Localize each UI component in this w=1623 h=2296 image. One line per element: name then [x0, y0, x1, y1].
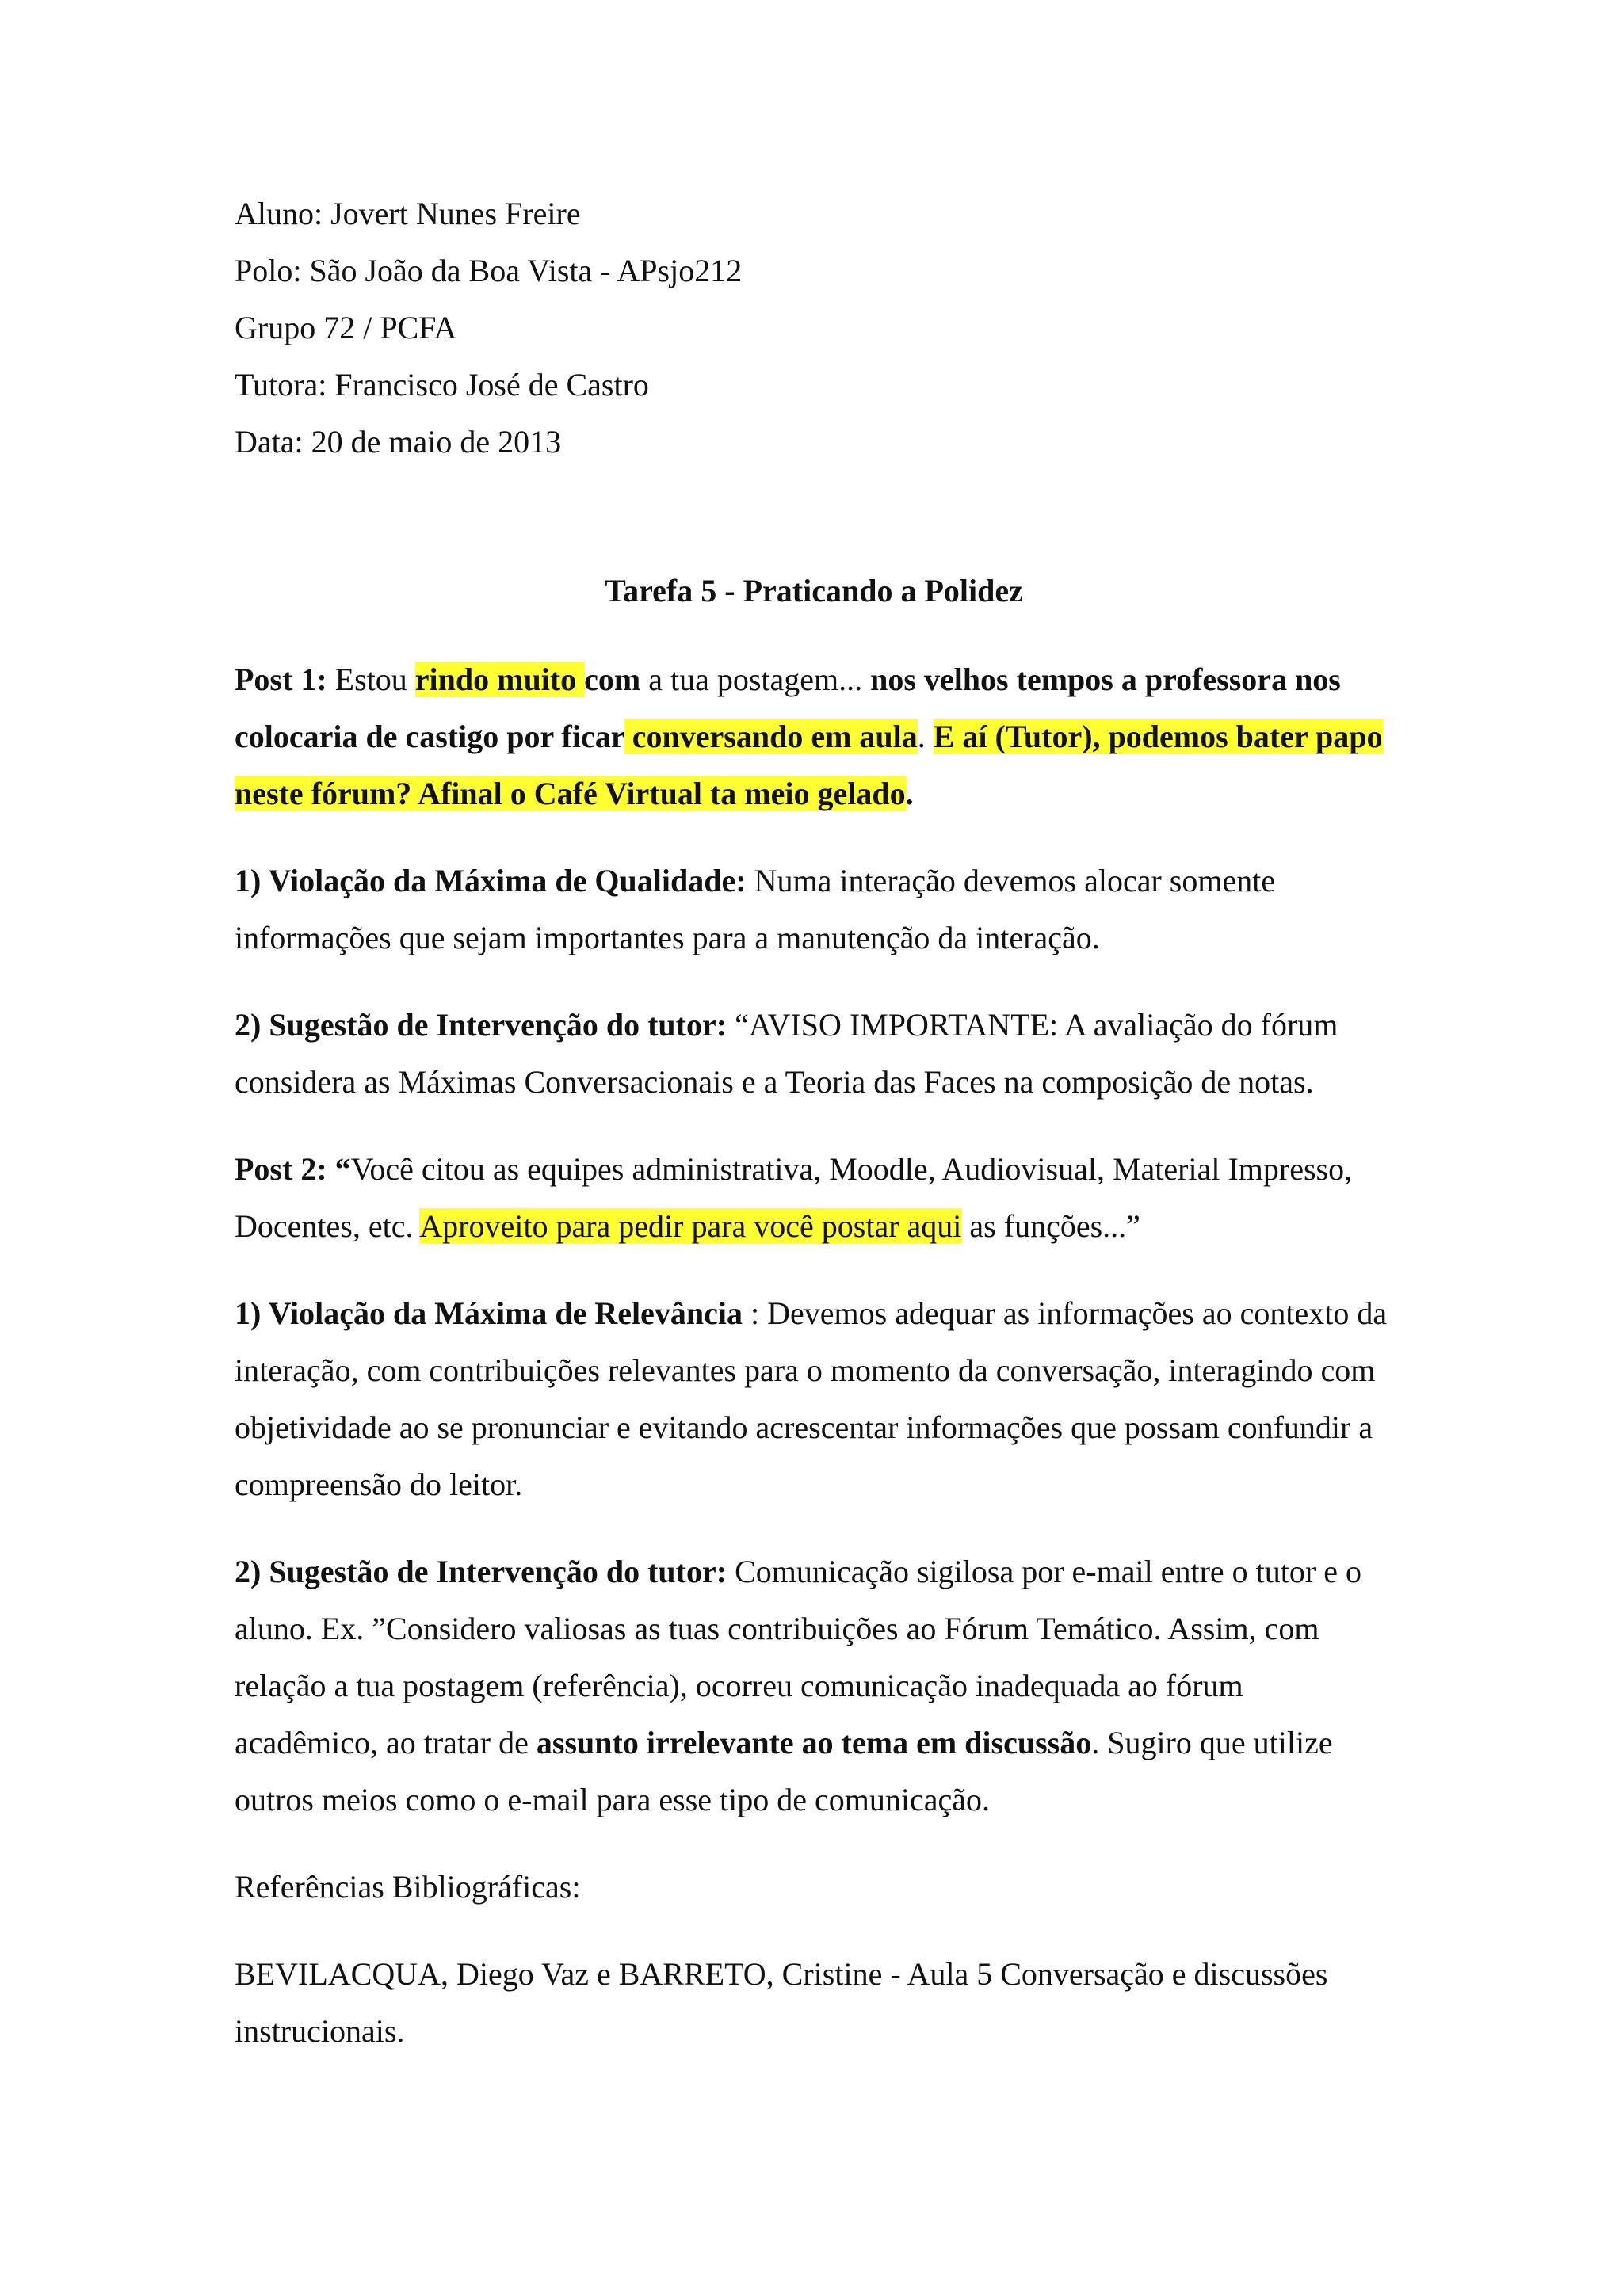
student-name: Aluno: Jovert Nunes Freire — [235, 196, 581, 231]
tutor: Tutora: Francisco José de Castro — [235, 367, 649, 402]
post-2-highlight: Aproveito para pedir para você postar aqui — [419, 1208, 962, 1244]
references-label: Referências Bibliográficas: — [235, 1869, 581, 1905]
post-1-highlight: conversando em aula — [624, 719, 918, 754]
suggestion-bold: assunto irrelevante ao tema em discussão — [536, 1725, 1092, 1760]
reference-item: BEVILACQUA, Diego Vaz e BARRETO, Cristine - Aula 5 Conversação e discussões instrucionais. — [235, 1956, 1328, 2049]
post-1-label: Post 1: — [235, 662, 327, 697]
post-2-label: Post 2: “ — [235, 1151, 351, 1187]
post-1-violation — [235, 852, 1393, 967]
suggestion-text: . Sugiro que utilize outros meios como o e-mail para esse tipo de comunicação. — [235, 1725, 1333, 1817]
post-1-bold: . — [905, 776, 914, 811]
campus: Polo: São João da Boa Vista - APsjo212 — [235, 253, 743, 288]
post-2-suggestion — [235, 1543, 1393, 1829]
date: Data: 20 de maio de 2013 — [235, 424, 562, 460]
post-2-violation — [235, 1285, 1393, 1513]
post-1-highlight: E aí (Tutor), podemos bater papo neste fórum? Afinal o Café Virtual ta meio gelado — [235, 719, 1383, 811]
header-block — [235, 185, 1393, 471]
page-title: Tarefa 5 - Praticando a Polidez — [605, 573, 1023, 608]
post-1-text: a tua postagem... — [640, 662, 871, 697]
suggestion-text: “AVISO IMPORTANTE: A avaliação do fórum considera as Máximas Conversacionais e a Teoria das Faces na composição de notas. — [235, 1007, 1338, 1100]
post-2-text: Você citou as equipes administrativa, Moodle, Audiovisual, Material Impresso, Docentes, etc. — [235, 1151, 1353, 1244]
suggestion-text: Comunicação sigilosa por e-mail entre o tutor e o aluno. Ex. ”Considero valiosas as tuas contribuições ao Fórum Temático. Assim, com relação a tua postagem (referência), ocorreu comunicação inadequada ao fórum acadêmico, ao tratar de — [235, 1554, 1361, 1760]
post-1-bold: com — [584, 662, 641, 697]
post-1-text: Estou — [327, 662, 415, 697]
post-1-highlight: rindo muito — [414, 662, 585, 697]
post-2 — [235, 1141, 1393, 1255]
group: Grupo 72 / PCFA — [235, 310, 457, 345]
suggestion-label: 2) Sugestão de Intervenção do tutor: — [235, 1007, 727, 1043]
violation-label: 1) Violação da Máxima de Relevância — [235, 1295, 743, 1331]
violation-text: Numa interação devemos alocar somente informações que sejam importantes para a manutenção da interação. — [235, 863, 1276, 955]
violation-label: 1) Violação da Máxima de Qualidade: — [235, 863, 747, 898]
post-1-text: . — [917, 719, 934, 754]
post-1-bold: nos velhos tempos a professora nos colocaria de castigo por ficar — [235, 662, 1341, 754]
post-1 — [235, 651, 1393, 822]
violation-text: : Devemos adequar as informações ao contexto da interação, com contribuições relevantes para o momento da conversação, interagindo com objetividade ao se pronunciar e evitando acrescentar informações que possam confundir a compreensão do leitor. — [235, 1295, 1388, 1502]
post-1-suggestion — [235, 997, 1393, 1111]
suggestion-label: 2) Sugestão de Intervenção do tutor: — [235, 1554, 727, 1589]
post-2-text: as funções...” — [961, 1208, 1140, 1244]
